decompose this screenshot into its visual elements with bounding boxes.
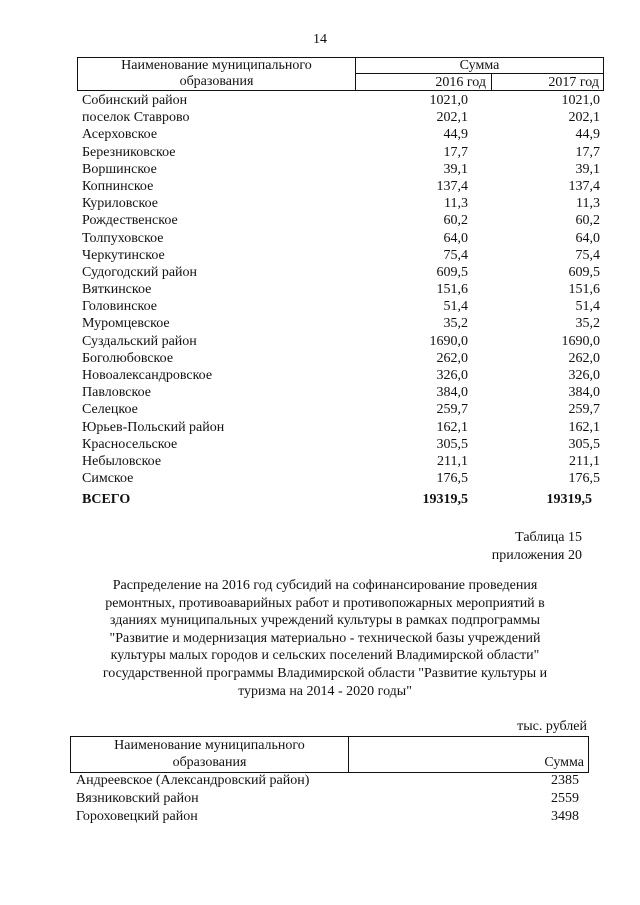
table1-name-header xyxy=(78,58,356,90)
page-number: 14 xyxy=(313,32,327,47)
row-value-2017: 326,0 xyxy=(568,368,600,383)
table-row xyxy=(76,808,587,826)
table-row xyxy=(76,772,587,790)
row-value-2017: 11,3 xyxy=(576,196,600,212)
row-name: Березниковское xyxy=(82,144,176,160)
row-name: Вяткинское xyxy=(82,282,152,298)
row-name: Новоалександровское xyxy=(82,368,213,383)
table1-total-2017: 19319,5 xyxy=(546,492,592,507)
row-value-2016: 44,9 xyxy=(443,127,468,143)
row-value-2016: 202,1 xyxy=(436,110,468,126)
table-row xyxy=(76,790,587,808)
table1-year-2017-header: 2017 год xyxy=(548,75,599,90)
table1-total-label: ВСЕГО xyxy=(82,492,131,507)
title-line: зданиях муниципальных учреждений культуры в рамках подпрограммы xyxy=(109,613,541,629)
table1-year-2016-header: 2016 год xyxy=(356,74,492,90)
row-value-2016: 75,4 xyxy=(443,247,468,263)
row-name: Симское xyxy=(82,471,134,487)
row-value-2016: 39,1 xyxy=(443,161,468,177)
row-value-2016: 137,4 xyxy=(436,178,468,194)
row-name: Вязниковский район xyxy=(76,791,199,806)
table2-name-header xyxy=(71,737,349,772)
table-row xyxy=(82,419,604,436)
table-row xyxy=(82,350,604,367)
row-value-2016: 35,2 xyxy=(443,316,468,332)
table-row xyxy=(82,109,604,126)
row-value-2017: 64,0 xyxy=(575,230,600,246)
table-row xyxy=(82,401,604,418)
table2-title xyxy=(70,577,580,700)
table-row xyxy=(82,144,604,161)
row-value-2017: 75,4 xyxy=(575,247,600,263)
row-value-2016: 609,5 xyxy=(436,264,468,280)
table2-sum-header: Сумма xyxy=(544,755,584,770)
title-line: государственной программы Владимирской области "Развитие культуры и xyxy=(102,665,548,681)
row-value: 2559 xyxy=(551,791,579,806)
row-name: Гороховецкий район xyxy=(76,809,198,824)
table1-name-header-line2: образования xyxy=(179,74,254,89)
table-row xyxy=(82,195,604,212)
table-row xyxy=(82,333,604,350)
row-name: Черкутинское xyxy=(82,247,165,263)
table1-body xyxy=(82,92,604,487)
row-value-2016: 259,7 xyxy=(436,402,468,418)
row-name: Муромцевское xyxy=(82,316,170,332)
row-value-2016: 211,1 xyxy=(437,453,468,469)
row-name: Боголюбовское xyxy=(82,350,174,366)
row-value-2016: 60,2 xyxy=(443,213,468,229)
table-caption-number: Таблица 15 xyxy=(515,530,582,545)
row-value-2017: 44,9 xyxy=(575,127,600,143)
row-name: Павловское xyxy=(82,385,151,401)
row-value-2017: 384,0 xyxy=(568,385,600,401)
row-name: Рождественское xyxy=(82,213,178,229)
title-line: "Развитие и модернизация материально - технической базы учреждений xyxy=(109,630,541,646)
row-value-2016: 262,0 xyxy=(436,350,468,366)
table1-name-header-line1: Наименование муниципального xyxy=(121,58,312,73)
row-value-2017: 39,1 xyxy=(575,161,600,177)
row-value-2016: 17,7 xyxy=(443,144,468,160)
row-name: Воршинское xyxy=(82,161,157,177)
table-row xyxy=(82,126,604,143)
row-value-2017: 51,4 xyxy=(575,299,600,315)
title-line: Распределение на 2016 год субсидий на софинансирование проведения xyxy=(112,578,538,593)
row-value-2017: 1690,0 xyxy=(561,333,600,349)
table1-sum-header: Сумма xyxy=(356,58,603,74)
table-row xyxy=(82,178,604,195)
table-row xyxy=(82,230,604,247)
row-name: Головинское xyxy=(82,299,157,315)
row-name: Толпуховское xyxy=(82,230,164,246)
row-name: Асерховское xyxy=(82,127,158,143)
table-row xyxy=(82,264,604,281)
row-value-2017: 609,5 xyxy=(568,264,600,280)
row-value-2017: 211,1 xyxy=(569,453,600,469)
row-value-2016: 305,5 xyxy=(436,436,468,452)
row-value-2017: 202,1 xyxy=(568,110,600,126)
row-name: Селецкое xyxy=(82,402,138,418)
table-row xyxy=(82,453,604,470)
row-value-2016: 151,6 xyxy=(436,282,468,298)
row-name: Андреевское (Александровский район) xyxy=(76,773,310,788)
row-value-2016: 51,4 xyxy=(443,299,468,315)
table1-header xyxy=(77,57,604,91)
row-value-2016: 326,0 xyxy=(436,368,468,383)
row-value-2017: 151,6 xyxy=(568,282,600,298)
row-value: 2385 xyxy=(551,773,579,788)
table2-name-header-line1: Наименование муниципального xyxy=(114,738,305,753)
table-row xyxy=(82,247,604,264)
row-value-2016: 176,5 xyxy=(436,471,468,487)
table-row xyxy=(82,92,604,109)
table2-body xyxy=(76,772,587,826)
table-row xyxy=(82,384,604,401)
table2-name-header-line2: образования xyxy=(172,755,247,770)
row-name: Копнинское xyxy=(82,178,154,194)
row-value-2017: 35,2 xyxy=(575,316,600,332)
row-value-2017: 259,7 xyxy=(568,402,600,418)
row-name: Собинский район xyxy=(82,93,188,108)
table-caption-appendix: приложения 20 xyxy=(491,548,582,563)
table1-total-2016: 19319,5 xyxy=(422,492,468,507)
row-value-2016: 384,0 xyxy=(436,385,468,401)
row-value-2017: 262,0 xyxy=(568,350,600,366)
table-row xyxy=(82,367,604,384)
row-name: Суздальский район xyxy=(82,333,197,349)
row-value-2017: 137,4 xyxy=(568,178,600,194)
row-value-2016: 11,3 xyxy=(444,196,468,212)
row-value-2017: 305,5 xyxy=(568,436,600,452)
table2-header xyxy=(70,736,589,773)
row-value-2016: 1690,0 xyxy=(429,333,468,349)
row-name: Судогодский район xyxy=(82,264,198,280)
row-value-2017: 176,5 xyxy=(568,471,600,487)
table-row xyxy=(82,212,604,229)
title-line: ремонтных, противоаварийных работ и противопожарных мероприятий в xyxy=(105,595,545,611)
row-value: 3498 xyxy=(551,809,579,824)
row-value-2016: 64,0 xyxy=(443,230,468,246)
table-row xyxy=(82,315,604,332)
row-name: Юрьев-Польский район xyxy=(82,419,225,435)
table-row xyxy=(82,436,604,453)
row-value-2016: 1021,0 xyxy=(429,93,468,108)
row-value-2017: 162,1 xyxy=(568,419,600,435)
table-row xyxy=(82,470,604,487)
row-name: Красносельское xyxy=(82,436,178,452)
row-value-2016: 162,1 xyxy=(436,419,468,435)
row-name: поселок Ставрово xyxy=(82,110,190,126)
row-name: Куриловское xyxy=(82,196,158,212)
title-line: туризма на 2014 - 2020 годы" xyxy=(238,683,412,699)
row-name: Небыловское xyxy=(82,453,162,469)
table-row xyxy=(82,281,604,298)
units-label: тыс. рублей xyxy=(517,719,587,734)
table-row xyxy=(82,298,604,315)
table-row xyxy=(82,161,604,178)
row-value-2017: 60,2 xyxy=(575,213,600,229)
title-line: культуры малых городов и сельских поселений Владимирской области" xyxy=(110,648,540,664)
table1-total-row xyxy=(82,491,604,509)
row-value-2017: 1021,0 xyxy=(561,93,600,108)
row-value-2017: 17,7 xyxy=(575,144,600,160)
